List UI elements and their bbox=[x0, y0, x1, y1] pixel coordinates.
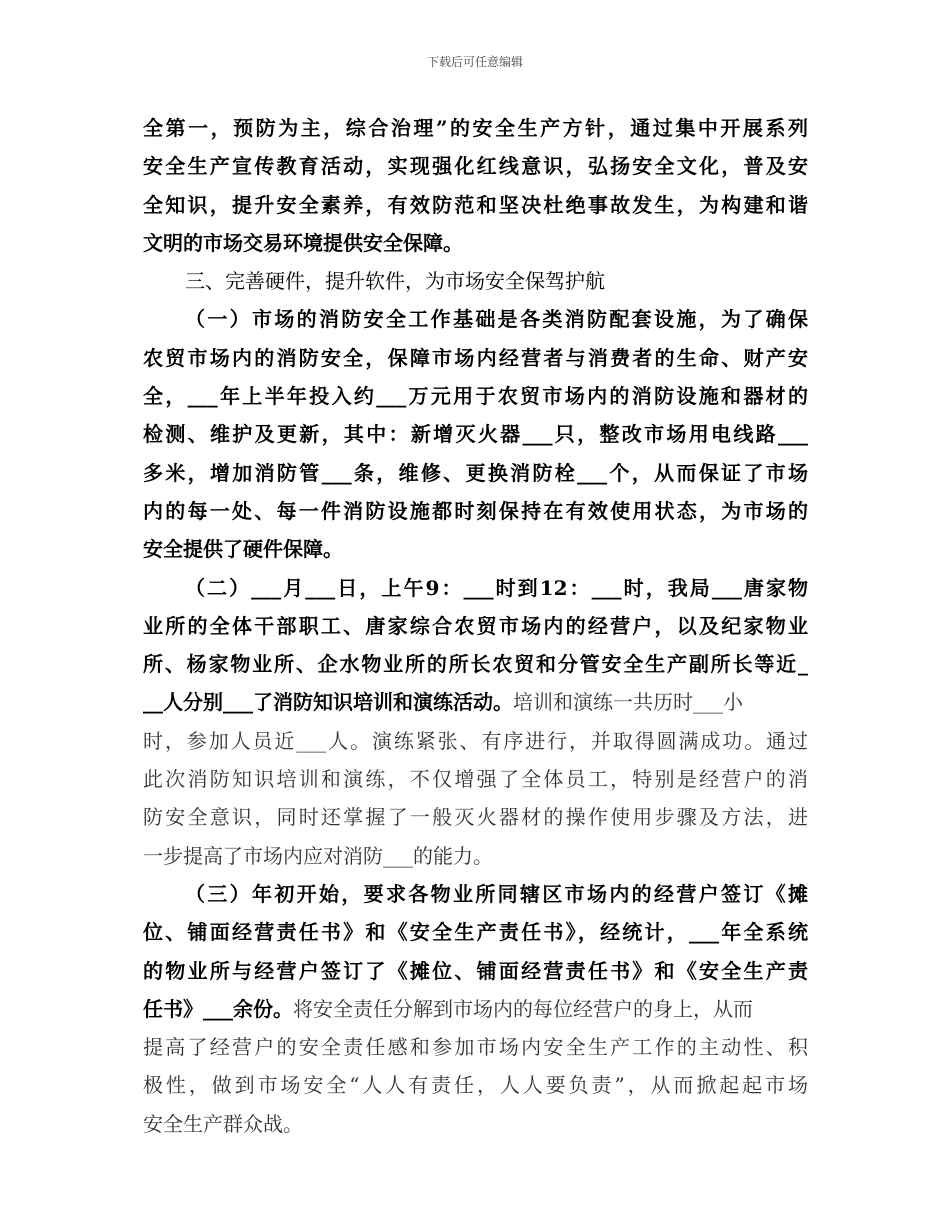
text-segment: 将安全责任分解到市场内的每位经营户的身上，从而 bbox=[293, 996, 753, 1021]
text-line: 多米，增加消防管___条，维修、更换消防栓___个，从而保证了市场 bbox=[143, 460, 808, 485]
text-line: 一步提高了市场内应对消防___的能力。 bbox=[143, 843, 493, 868]
text-line: 农贸市场内的消防安全，保障市场内经营者与消费者的生命、财产安 bbox=[143, 345, 808, 370]
page-header: 下载后可任意编辑 bbox=[426, 55, 523, 69]
text-line: 业所的全体干部职工、唐家综合农贸市场内的经营户，以及纪家物业 bbox=[143, 613, 808, 638]
text-segment: __人分别___了消防知识培训和演练活动。 bbox=[143, 690, 513, 715]
text-line: 全，___年上半年投入约___万元用于农贸市场内的消防设施和器材的 bbox=[143, 384, 808, 409]
text-line bbox=[143, 683, 808, 721]
text-line: （一）市场的消防安全工作基础是各类消防配套设施，为了确保 bbox=[185, 307, 808, 332]
text-line: 检测、维护及更新，其中：新增灭火器___只，整改市场用电线路___ bbox=[143, 422, 808, 447]
text-line: 位、铺面经营责任书》和《安全生产责任书》，经统计，___年全系统 bbox=[143, 920, 808, 945]
text-line: 此次消防知识培训和演练，不仅增强了全体员工，特别是经营户的消 bbox=[143, 767, 808, 792]
text-line: 防安全意识，同时还掌握了一般灭火器材的操作使用步骤及方法，进 bbox=[143, 805, 808, 830]
text-line: 全第一，预防为主，综合治理”的安全生产方针，通过集中开展系列 bbox=[143, 116, 808, 140]
text-segment: 任书》___余份。 bbox=[143, 996, 293, 1021]
section-heading: 三、完善硬件，提升软件，为市场安全保驾护航 bbox=[185, 269, 605, 294]
text-line: 的物业所与经营户签订了《摊位、铺面经营责任书》和《安全生产责 bbox=[143, 958, 808, 983]
text-line: 所、杨家物业所、企水物业所的所长农贸和分管安全生产副所长等近_ bbox=[143, 652, 808, 677]
text-line: 安全生产宣传教育活动，实现强化红线意识，弘扬安全文化，普及安 bbox=[143, 154, 808, 179]
text-line: 时，参加人员近___人。演练紧张、有序进行，并取得圆满成功。通过 bbox=[143, 728, 808, 753]
text-line: 文明的市场交易环境提供安全保障。 bbox=[143, 230, 463, 255]
text-line: （二）___月___日，上午9：___时到12：___时，我局___唐家物 bbox=[185, 575, 808, 600]
document-body bbox=[143, 109, 808, 1143]
text-segment: 培训和演练一共历时___小 bbox=[513, 690, 743, 715]
text-line: 安全生产群众战。 bbox=[143, 1111, 303, 1136]
text-line bbox=[143, 990, 808, 1028]
text-line: 安全提供了硬件保障。 bbox=[143, 537, 343, 562]
text-line: 内的每一处、每一件消防设施都时刻保持在有效使用状态，为市场的 bbox=[143, 498, 808, 523]
text-line: （三）年初开始，要求各物业所同辖区市场内的经营户签订《摊 bbox=[185, 881, 808, 906]
text-line: 提高了经营户的安全责任感和参加市场内安全生产工作的主动性、积 bbox=[143, 1035, 808, 1060]
text-line: 全知识，提升安全素养，有效防范和坚决杜绝事故发生，为构建和谐 bbox=[143, 192, 808, 217]
text-line: 极性，做到市场安全“人人有责任，人人要负责”，从而掀起起市场 bbox=[143, 1073, 808, 1098]
